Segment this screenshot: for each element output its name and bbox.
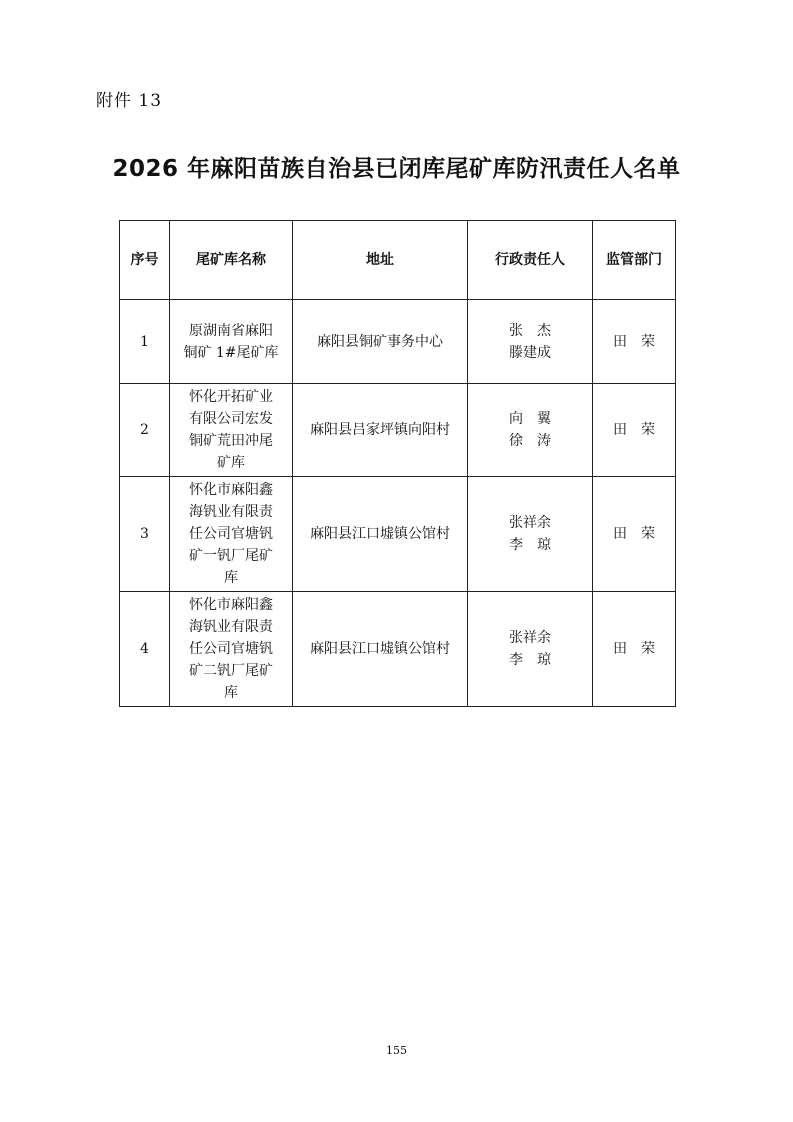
header-supervising-dept: 监管部门 xyxy=(593,221,676,300)
tailings-name-line: 海钒业有限责 xyxy=(189,504,273,520)
tailings-name-line: 有限公司宏发 xyxy=(189,411,273,427)
tailings-name-cell xyxy=(170,477,293,592)
page-title: 2026 年麻阳苗族自治县已闭库尾矿库防汛责任人名单 xyxy=(112,156,681,182)
supervising-dept-cell: 田 荣 xyxy=(593,592,676,707)
tailings-name-line: 铜矿荒田冲尾 xyxy=(189,433,273,449)
responsibility-table xyxy=(119,220,676,707)
table-row xyxy=(120,300,676,384)
address-cell: 麻阳县铜矿事务中心 xyxy=(293,300,468,384)
admin-person-name: 徐 涛 xyxy=(509,433,551,449)
tailings-name-line: 铜矿 1#尾矿库 xyxy=(183,344,279,361)
attachment-label: 附件 13 xyxy=(96,91,163,111)
admin-person-name: 向 翼 xyxy=(509,411,551,427)
tailings-name-line: 矿一钒厂尾矿 xyxy=(189,548,273,564)
table-row xyxy=(120,477,676,592)
tailings-name-line: 任公司官塘钒 xyxy=(189,641,273,657)
supervising-dept-cell: 田 荣 xyxy=(593,477,676,592)
admin-person-cell xyxy=(468,592,593,707)
row-index: 2 xyxy=(120,384,170,477)
admin-person-name: 张祥余 xyxy=(509,630,551,646)
tailings-name-line: 原湖南省麻阳 xyxy=(189,322,273,339)
tailings-name-line: 海钒业有限责 xyxy=(189,619,273,635)
page-number: 155 xyxy=(386,1044,407,1057)
table-row xyxy=(120,592,676,707)
header-admin-person: 行政责任人 xyxy=(468,221,593,300)
table-row xyxy=(120,384,676,477)
tailings-name-cell xyxy=(170,384,293,477)
tailings-name-cell xyxy=(170,592,293,707)
tailings-name-line: 矿库 xyxy=(217,455,245,471)
supervising-dept-cell: 田 荣 xyxy=(593,300,676,384)
tailings-name-cell xyxy=(170,300,293,384)
table-header-row xyxy=(120,221,676,300)
tailings-name-line: 库 xyxy=(224,685,238,701)
row-index: 4 xyxy=(120,592,170,707)
admin-person-cell xyxy=(468,300,593,384)
address-cell: 麻阳县吕家坪镇向阳村 xyxy=(293,384,468,477)
admin-person-name: 滕建成 xyxy=(509,344,551,361)
admin-person-name: 李 琼 xyxy=(509,652,551,668)
admin-person-name: 张 杰 xyxy=(509,322,551,339)
supervising-dept-cell: 田 荣 xyxy=(593,384,676,477)
address-cell: 麻阳县江口墟镇公馆村 xyxy=(293,477,468,592)
tailings-name-line: 任公司官塘钒 xyxy=(189,526,273,542)
tailings-name-line: 怀化市麻阳鑫 xyxy=(189,482,273,498)
tailings-name-line: 库 xyxy=(224,570,238,586)
row-index: 1 xyxy=(120,300,170,384)
admin-person-name: 张祥余 xyxy=(509,515,551,531)
header-address: 地址 xyxy=(293,221,468,300)
tailings-name-line: 怀化开拓矿业 xyxy=(189,389,273,405)
admin-person-name: 李 琼 xyxy=(509,537,551,553)
row-index: 3 xyxy=(120,477,170,592)
header-index: 序号 xyxy=(120,221,170,300)
admin-person-cell xyxy=(468,477,593,592)
admin-person-cell xyxy=(468,384,593,477)
tailings-name-line: 矿二钒厂尾矿 xyxy=(189,663,273,679)
address-cell: 麻阳县江口墟镇公馆村 xyxy=(293,592,468,707)
header-tailings-name: 尾矿库名称 xyxy=(170,221,293,300)
tailings-name-line: 怀化市麻阳鑫 xyxy=(189,597,273,613)
